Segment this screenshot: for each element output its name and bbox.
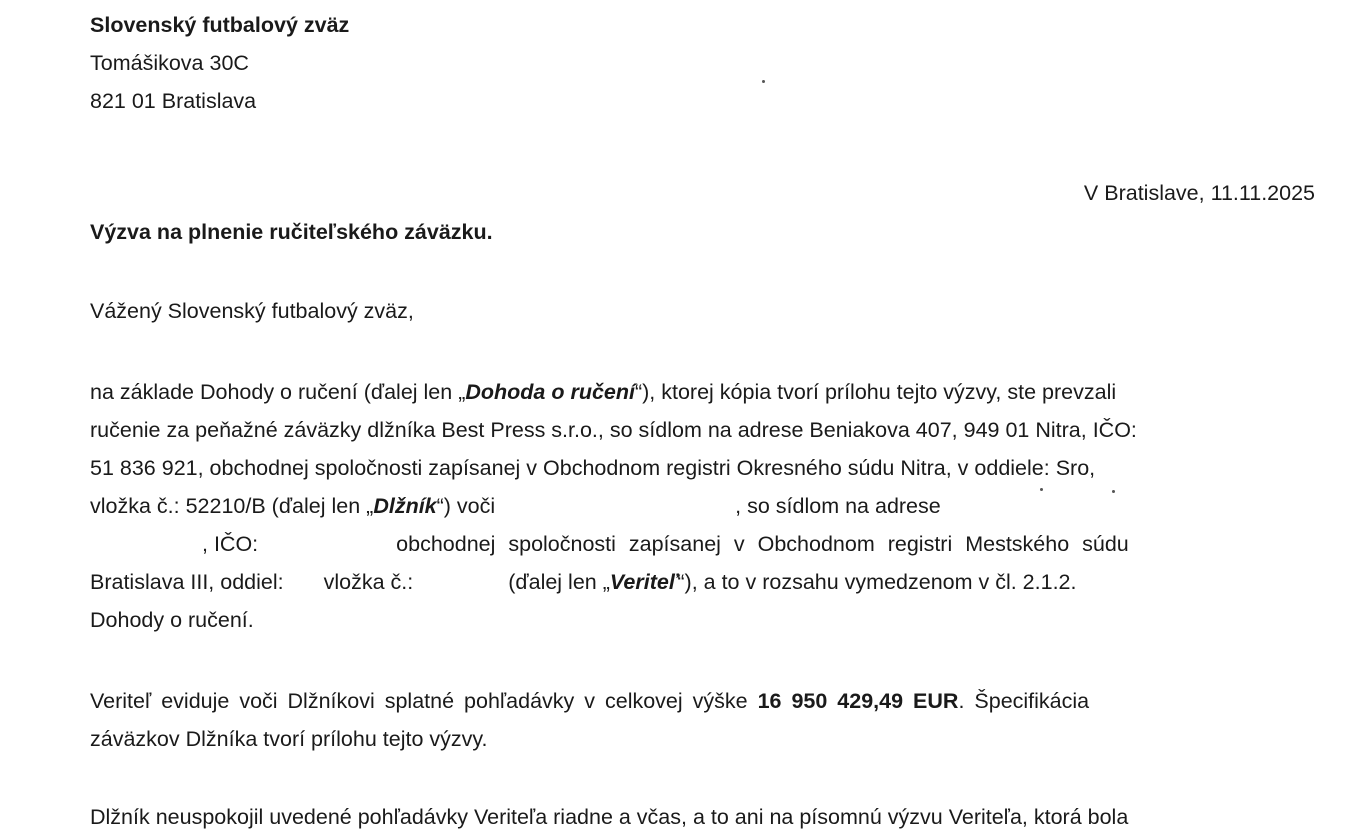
paragraph-line: 51 836 921, obchodnej spoločnosti zapísanej v Obchodnom registri Okresného súdu Nitra, v oddiele: Sro, (90, 456, 1096, 480)
defined-term: Dohoda o ručení (465, 380, 635, 404)
date-line: V Bratislave, 11.11.2025 (1083, 181, 1315, 205)
scan-speck (1112, 490, 1115, 493)
paragraph-line (90, 373, 1315, 411)
paragraph-line: záväzkov Dlžníka tvorí prílohu tejto výzvy. (90, 727, 488, 751)
letter-subject: Výzva na plnenie ručiteľského záväzku. (90, 220, 493, 244)
sender-name: Slovenský futbalový zväz (90, 13, 350, 37)
sender-city: 821 01 Bratislava (90, 89, 257, 113)
defined-term: Dlžník (373, 494, 437, 518)
letter-page (90, 6, 1315, 829)
salutation: Vážený Slovenský futbalový zväz, (90, 299, 414, 323)
text-run: “) voči (436, 494, 496, 518)
paragraph-line: Dohody o ručení. (90, 608, 254, 632)
text-run: , IČO: (202, 532, 259, 556)
claim-amount: 16 950 429,49 EUR (757, 689, 959, 713)
text-run: vložka č.: 52210/B (ďalej len „ (90, 494, 374, 518)
paragraph-line (90, 682, 1315, 720)
sender-address (90, 6, 1315, 120)
text-run: Veriteľ eviduje voči Dlžníkovi splatné pohľadávky v celkovej výške (90, 689, 748, 713)
sender-street: Tomášikova 30C (90, 51, 249, 75)
paragraph-line: ručenie za peňažné záväzky dlžníka Best Press s.r.o., so sídlom na adrese Beniakova 407, 949 01 Nitra, IČO: (90, 418, 1137, 442)
text-run: (ďalej len „ (508, 570, 610, 594)
paragraph-line (90, 487, 1315, 525)
text-run: obchodnej spoločnosti zapísanej v Obchodnom registri Mestského súdu (396, 532, 1129, 556)
text-run: “), a to v rozsahu vymedzenom v čl. 2.1.2. (677, 570, 1077, 594)
paragraph-claims (90, 682, 1315, 758)
text-run: “), ktorej kópia tvorí prílohu tejto výzvy, ste prevzali (634, 380, 1117, 404)
text-run: vložka č.: (323, 570, 414, 594)
text-run: Bratislava III, oddiel: (90, 570, 284, 594)
text-run: , so sídlom na adrese (735, 494, 941, 518)
text-run: . Špecifikácia (958, 689, 1090, 713)
paragraph-line: Dlžník neuspokojil uvedené pohľadávky Veriteľa riadne a včas, a to ani na písomnú výzvu Veriteľa, ktorá bola (90, 805, 1129, 829)
paragraph-line (90, 525, 1315, 563)
paragraph-default (90, 798, 1315, 836)
defined-term: Veriteľ (609, 570, 678, 594)
paragraph-guarantee (90, 373, 1315, 639)
paragraph-line (90, 563, 1315, 601)
scan-speck (1040, 488, 1043, 491)
text-run: na základe Dohody o ručení (ďalej len „ (90, 380, 466, 404)
scan-speck (762, 80, 765, 83)
